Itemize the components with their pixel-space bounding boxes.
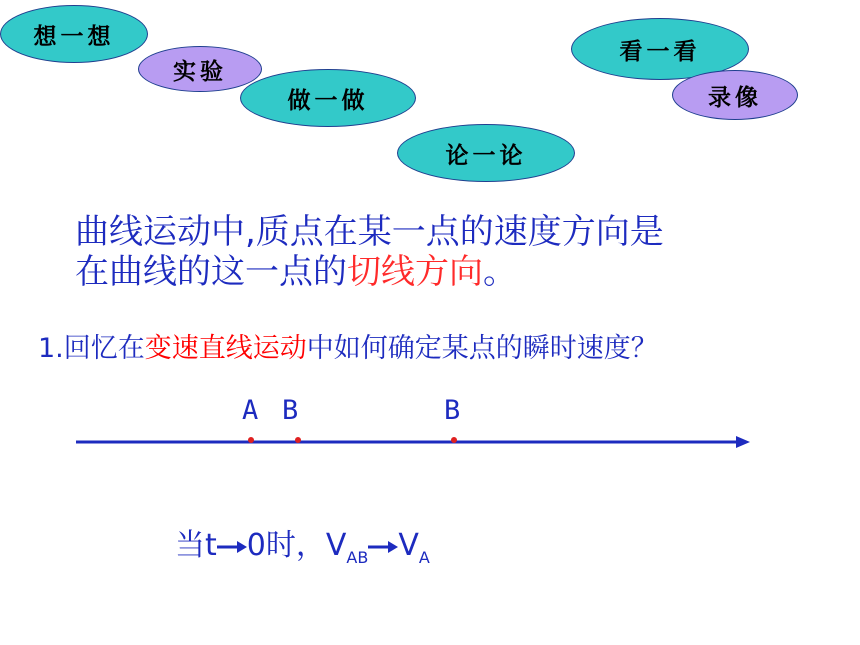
eq-v2: V <box>398 528 419 563</box>
headline-line1: 曲线运动中,质点在某一点的速度方向是 <box>75 212 664 252</box>
bubble-video-label: 录像 <box>708 83 762 111</box>
label-b-near: B <box>282 395 299 426</box>
label-b-far: B <box>444 395 461 426</box>
bubble-look-label: 看一看 <box>619 37 701 65</box>
question-suffix: 中如何确定某点的瞬时速度？ <box>306 333 658 364</box>
point-b-far-dot <box>451 437 457 443</box>
eq-v1-sub: AB <box>346 548 369 567</box>
headline-line2-suffix: 。 <box>483 252 517 292</box>
arrow-icon <box>217 540 247 554</box>
point-b-near-dot <box>295 437 301 443</box>
bubble-think-label: 想一想 <box>33 22 115 50</box>
headline-line2-prefix: 在曲线的这一点的 <box>75 252 347 292</box>
limit-equation <box>175 520 430 567</box>
axis-arrowhead <box>736 436 750 448</box>
eq-prefix: 当t <box>175 528 217 563</box>
eq-v2-sub: A <box>418 548 430 567</box>
headline-highlight: 切线方向 <box>347 252 483 292</box>
bubble-discuss-label: 论一论 <box>445 141 527 169</box>
eq-v1: V <box>325 528 347 563</box>
arrow-icon <box>368 540 398 554</box>
label-a: A <box>242 395 259 426</box>
bubble-do-label: 做一做 <box>287 86 369 114</box>
eq-zero-when: 0时， <box>246 528 326 563</box>
point-a-dot <box>248 437 254 443</box>
bubble-experiment-label: 实验 <box>173 57 227 85</box>
question-prefix: 1.回忆在 <box>38 333 145 364</box>
question-highlight: 变速直线运动 <box>144 333 307 364</box>
